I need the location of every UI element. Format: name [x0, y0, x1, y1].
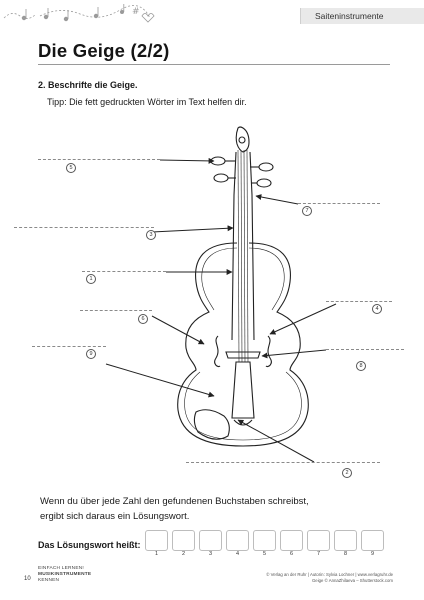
solution-box-number-3: 3 [208, 551, 213, 557]
answer-line-7[interactable] [298, 203, 380, 204]
answer-line-3[interactable] [14, 227, 154, 228]
brand-line-1: EINFACH LERNEN! [38, 566, 84, 571]
solution-sentence-line1: Wenn du über jede Zahl den gefundenen Buchstaben schreibst, [40, 496, 309, 507]
solution-box-1[interactable] [145, 530, 168, 551]
solution-box-number-1: 1 [154, 551, 159, 557]
label-number-9: 9 [86, 349, 96, 359]
page-title: Die Geige (2/2) [38, 40, 170, 61]
page-number: 10 [24, 576, 31, 582]
label-number-1: 1 [86, 274, 96, 284]
solution-sentence-line2: ergibt sich daraus ein Lösungswort. [40, 511, 190, 522]
solution-box-7[interactable] [307, 530, 330, 551]
label-number-8: 8 [356, 361, 366, 371]
copyright-credit [266, 572, 393, 583]
svg-text:#: # [132, 7, 140, 17]
solution-box-6[interactable] [280, 530, 303, 551]
brand-line-2: MUSIKINSTRUMENTE [38, 572, 92, 577]
series-brand [38, 566, 128, 584]
answer-line-4[interactable] [326, 301, 392, 302]
category-tag: Saiteninstrumente [300, 8, 424, 24]
label-number-3: 3 [146, 230, 156, 240]
label-number-5: 5 [66, 163, 76, 173]
solution-box-number-5: 5 [262, 551, 267, 557]
solution-box-number-6: 6 [289, 551, 294, 557]
credit-line-2: Geige © AnnaZhilaeva – Shutterstock.com [311, 577, 393, 583]
solution-box-number-2: 2 [181, 551, 186, 557]
solution-word-label: Das Lösungswort heißt: [38, 540, 141, 550]
solution-box-number-9: 9 [370, 551, 375, 557]
task-heading: 2. Beschrifte die Geige. [38, 80, 138, 90]
answer-line-5[interactable] [38, 159, 160, 160]
solution-box-number-8: 8 [343, 551, 348, 557]
solution-box-3[interactable] [199, 530, 222, 551]
label-number-7: 7 [302, 206, 312, 216]
credit-line-1: © Verlag an der Ruhr | Autorin: Sylvia Lochner | www.verlagruhr.de [266, 572, 393, 577]
answer-line-2[interactable] [186, 462, 380, 463]
solution-box-9[interactable] [361, 530, 384, 551]
task-tip: Tipp: Die fett gedruckten Wörter im Text helfen dir. [47, 97, 247, 107]
answer-line-9[interactable] [32, 346, 106, 347]
solution-box-2[interactable] [172, 530, 195, 551]
brand-line-3: KENNEN [38, 578, 60, 583]
solution-box-8[interactable] [334, 530, 357, 551]
answer-line-6[interactable] [80, 310, 152, 311]
label-number-6: 6 [138, 314, 148, 324]
solution-box-number-7: 7 [316, 551, 321, 557]
solution-box-4[interactable] [226, 530, 249, 551]
answer-line-8[interactable] [326, 349, 404, 350]
label-number-2: 2 [342, 468, 352, 478]
solution-box-5[interactable] [253, 530, 276, 551]
label-number-4: 4 [372, 304, 382, 314]
answer-line-1[interactable] [82, 271, 166, 272]
solution-box-number-4: 4 [235, 551, 240, 557]
